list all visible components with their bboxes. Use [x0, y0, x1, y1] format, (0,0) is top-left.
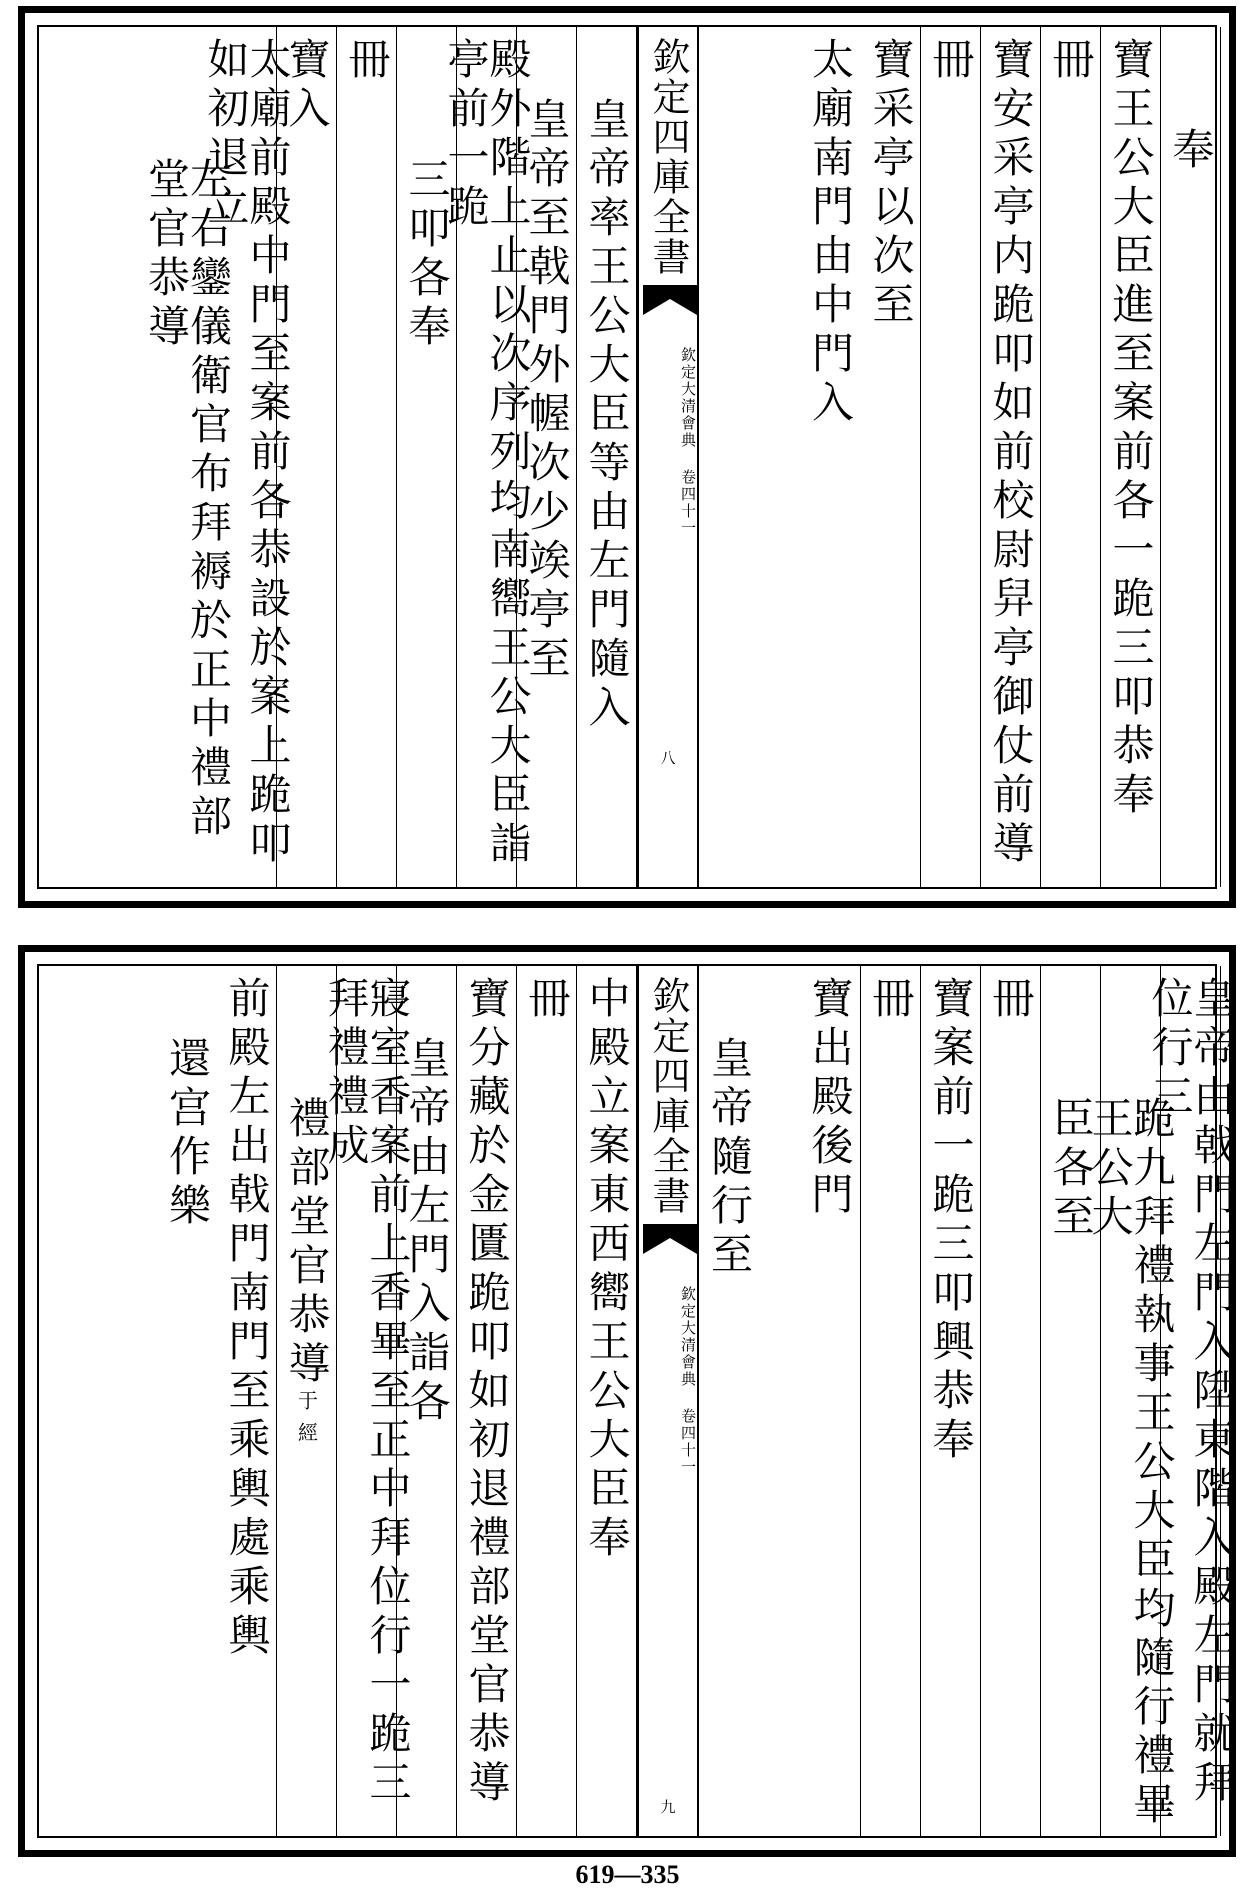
- fish-tail-mark-icon: [643, 285, 697, 323]
- top-col-r2: 寶王公大臣進至案前各一跪三叩恭奉: [1101, 27, 1161, 887]
- bottom-col-r2: 跪九拜禮執事王公大臣均隨行禮畢王公大: [1101, 966, 1161, 1836]
- bottom-col-r4: 冊: [981, 966, 1041, 1836]
- top-col-r1: 奉: [1161, 27, 1221, 887]
- top-spine: [637, 27, 699, 887]
- top-spine-page-number: 八: [660, 749, 676, 767]
- top-col-l3: 殿外階上止以次序列均南嚮王公大臣詣亭前一跪: [457, 27, 517, 887]
- top-col-r6: 寶采亭以次至: [861, 27, 921, 887]
- bottom-spine-volume: 卷四十一: [679, 1408, 697, 1476]
- bottom-col-l1: 中殿立案東西嚮王公大臣奉: [577, 966, 637, 1836]
- top-page-frame: [37, 25, 1217, 889]
- bottom-spine: [637, 966, 699, 1836]
- bottom-col-l6: [277, 966, 337, 1836]
- top-col-r3: 冊: [1041, 27, 1101, 887]
- top-col-l6: 寶入: [277, 27, 337, 887]
- bottom-spine-page-number: 九: [660, 1798, 676, 1816]
- bottom-spine-title: 欽定四庫全書: [646, 976, 690, 1216]
- bottom-col-r6: 冊: [861, 966, 921, 1836]
- bottom-spine-book-name: 欽定大清會典: [679, 1286, 697, 1388]
- top-spine-volume: 卷四十一: [679, 469, 697, 537]
- bottom-col-l2: 冊: [517, 966, 577, 1836]
- bottom-col-r3: 臣各至: [1041, 966, 1101, 1836]
- top-col-l5: 冊: [337, 27, 397, 887]
- top-col-l8: 左右鑾儀衛官布拜褥於正中禮部堂官恭導: [142, 157, 233, 843]
- bottom-col-l7: 前殿左出戟門南門至乘輿處乘輿: [217, 966, 277, 1836]
- top-col-l1: 皇帝率王公大臣等由左門隨入: [577, 27, 637, 887]
- top-col-l2: 皇帝至戟門外幄次少竢亭至: [517, 27, 577, 887]
- page-footer-number: 619—335: [575, 1860, 680, 1889]
- top-spine-book-name: 欽定大清會典: [679, 347, 697, 449]
- top-col-r4: 寶安采亭内跪叩如前校尉舁亭御仗前導: [981, 27, 1041, 887]
- bottom-col-l8: 還宫作樂: [163, 1036, 212, 1232]
- bottom-col-r5: 寶案前一跪三叩興恭奉: [921, 966, 981, 1836]
- top-col-r5: 冊: [921, 27, 981, 887]
- bottom-col-r7: 寶出殿後門: [799, 966, 861, 1836]
- bottom-col-r1: 皇帝由戟門左門入陞東階入殿左門就拜位行三: [1161, 966, 1221, 1836]
- top-spine-subtitle: [639, 347, 697, 537]
- top-col-l4: 三叩各奉: [397, 27, 457, 887]
- interlinear-note: 于經: [294, 1390, 319, 1454]
- fish-tail-mark-icon: [643, 1224, 697, 1262]
- top-col-l7: 太廟前殿中門至案前各恭設於案上跪叩如初退立: [217, 27, 277, 887]
- bottom-page-frame: [37, 964, 1237, 1838]
- bottom-col-l4: 皇帝由左門入詣各: [397, 966, 457, 1836]
- bottom-col-r8: 皇帝隨行至: [705, 1036, 754, 1281]
- top-spine-title: 欽定四庫全書: [646, 37, 690, 277]
- bottom-col-l3: 寶分藏於金匱跪叩如初退禮部堂官恭導: [457, 966, 517, 1836]
- bottom-col-l6-text: 禮部堂官恭導: [282, 1096, 332, 1390]
- top-page: [18, 6, 1236, 908]
- bottom-page: [18, 945, 1236, 1857]
- bottom-col-l5: 寢室香案前上香畢至正中拜位行一跪三拜禮禮成: [337, 966, 397, 1836]
- bottom-spine-subtitle: [639, 1286, 697, 1476]
- top-col-r7: 太廟南門由中門入: [806, 37, 855, 429]
